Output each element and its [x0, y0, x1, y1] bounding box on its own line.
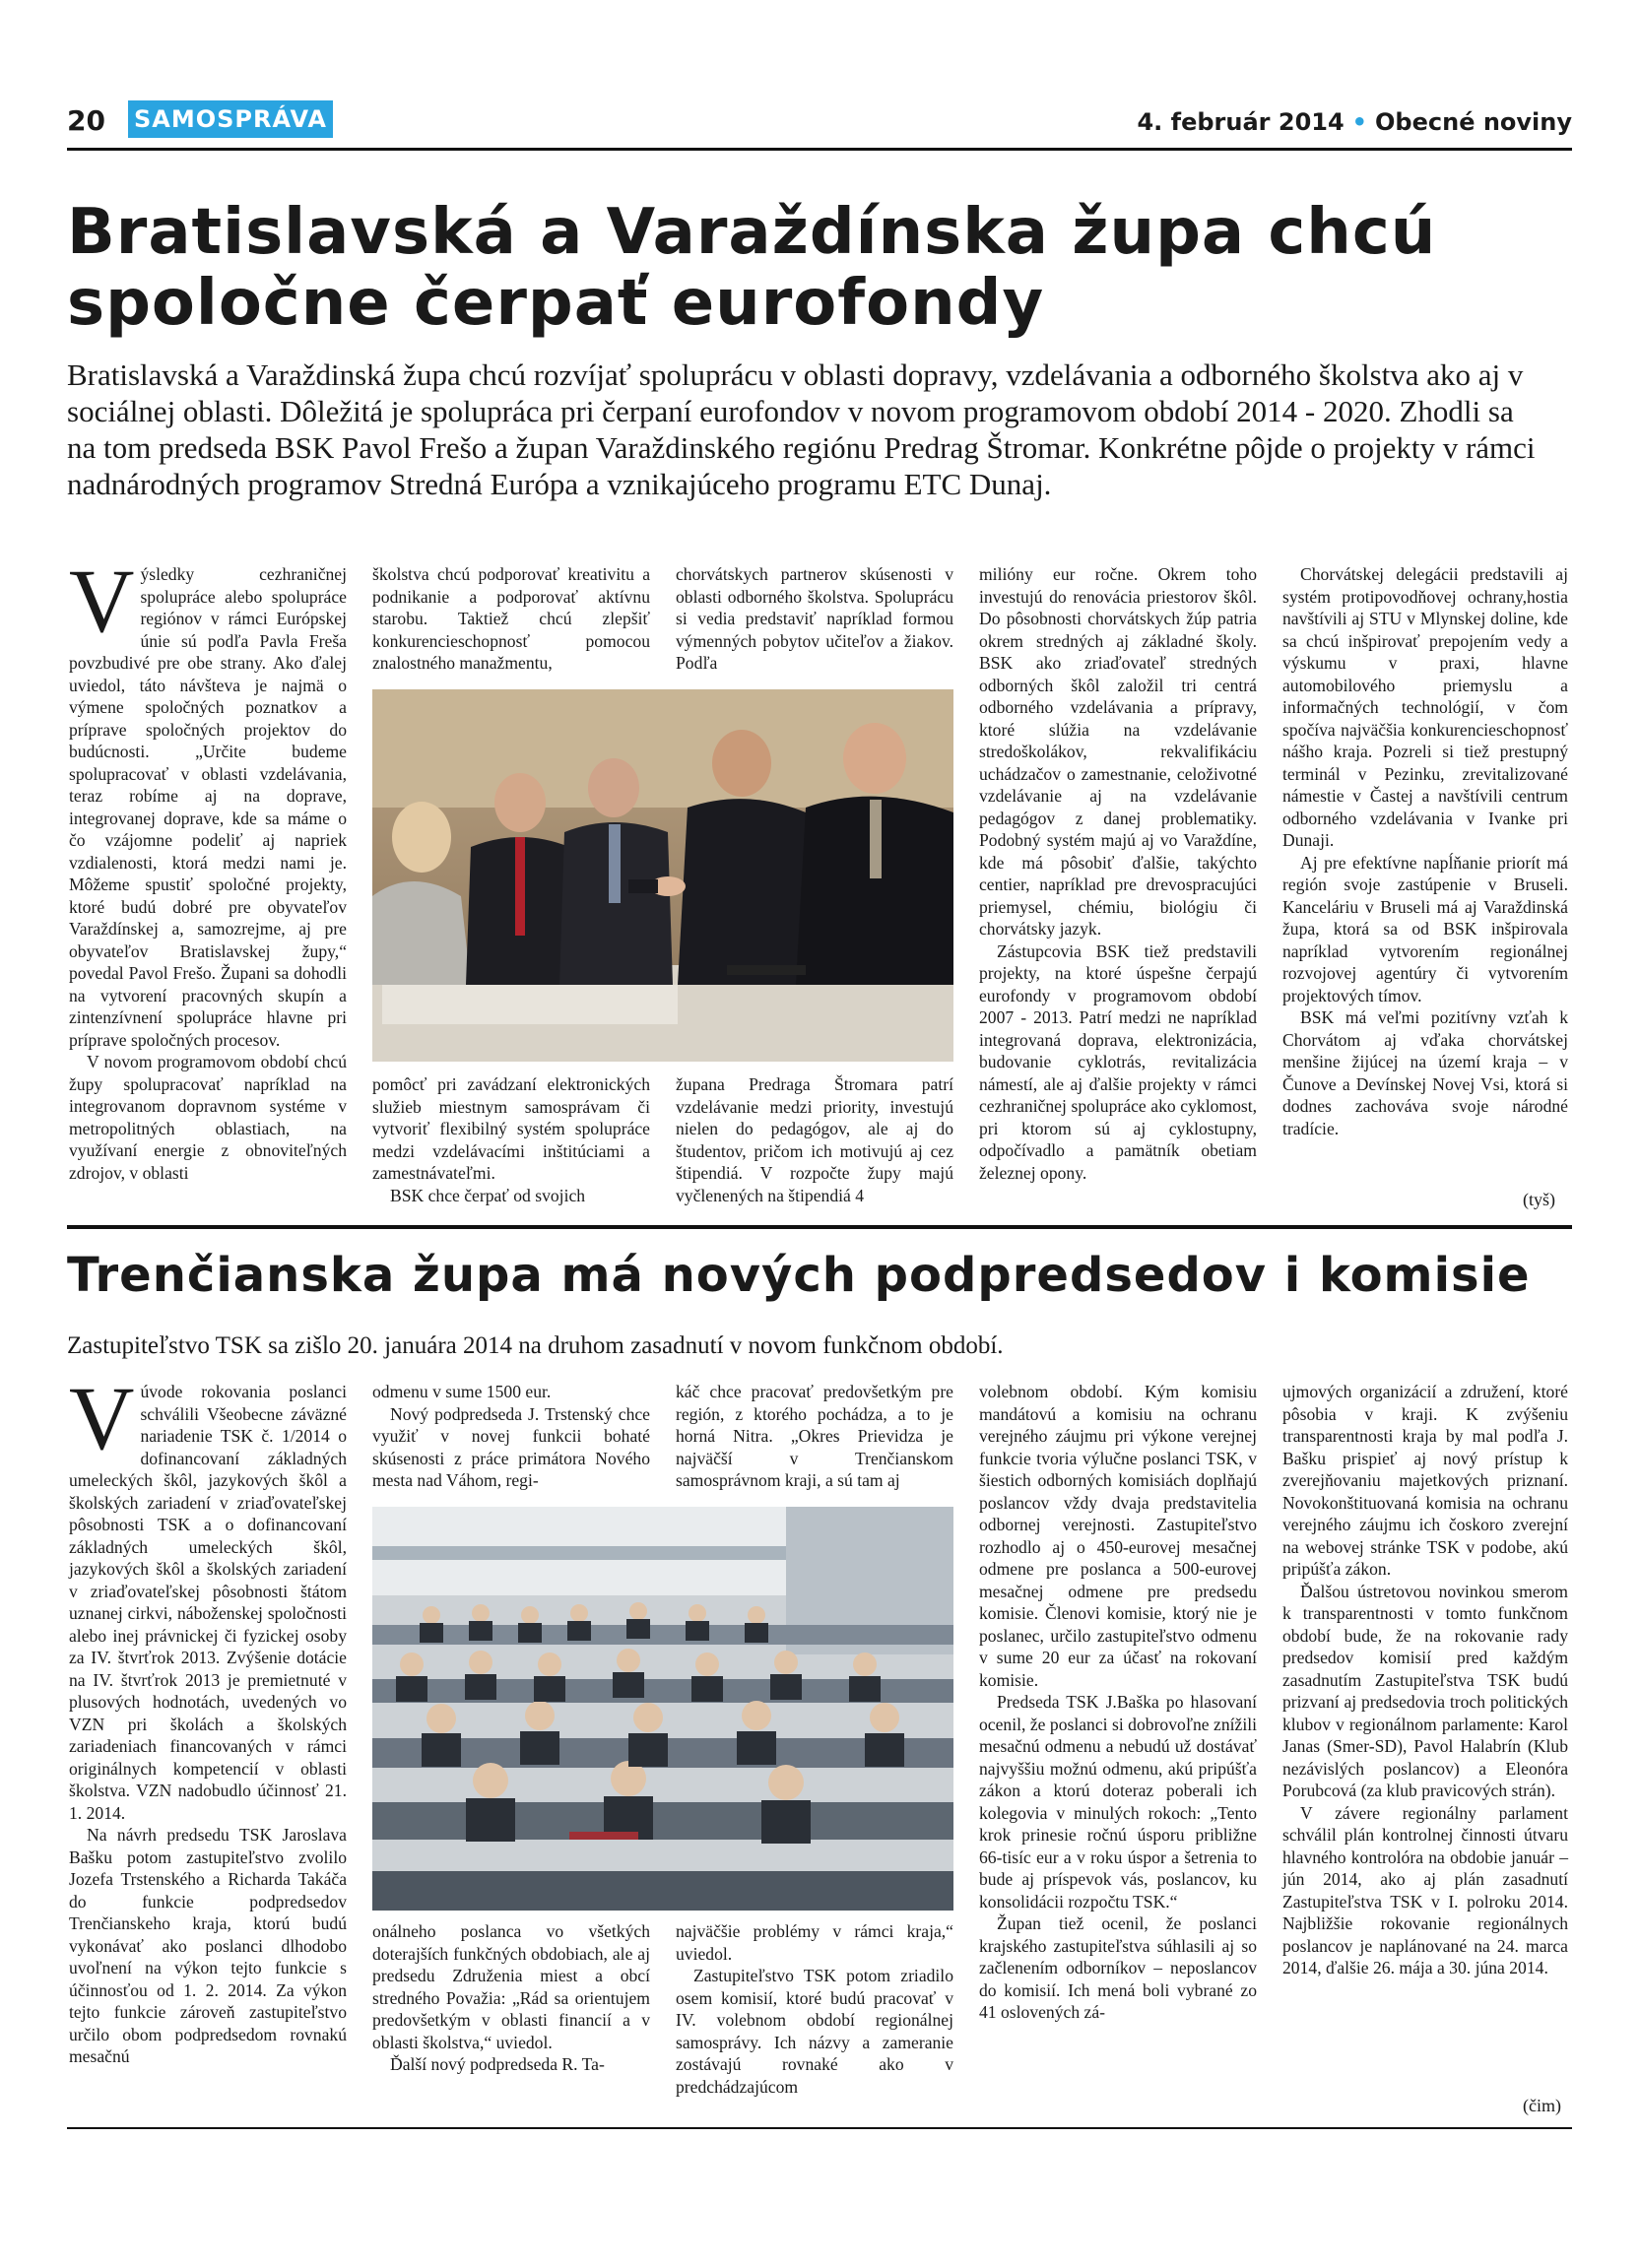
paragraph: milióny eur ročne. Okrem toho investujú do renovácia priestorov škôl. Do pôsobnosti chorvátskych žúp patria okrem stredných aj základné školy. BSK ako zriaďovateľ stredných odborných škôl založil tri centrá odborného vzdelávania a prípravy, ktoré slúžia na vzdelávanie stredoškolákov, rekvalifikáciu uchádzačov o zamestnanie, celoživotné vzdelávanie aj na vzdelávanie pedagógov z danej problematiky. Podobný systém majú aj vo Varaždíne, kde má pôsobiť ďalšie, takýchto centier, napríklad pre drevospracujúci priemysel, chémiu, biológiu či chorvátsky jazyk. — [979, 564, 1257, 939]
issue-info — [1137, 108, 1572, 136]
paragraph: Zastupiteľstvo TSK potom zriadilo osem komisií, ktoré budú pracovať v IV. volebnom období regionálnej samosprávy. Ich názvy a zameranie zostávajú rovnaké ako v predchádzajúcom — [676, 1966, 953, 2097]
issue-date: 4. február 2014 — [1137, 108, 1345, 136]
article2-title: Trenčianska župa má nových podpredsedov i komisie — [67, 1248, 1531, 1303]
paragraph: BSK má veľmi pozitívny vzťah k Chorvátom aj vďaka chorvátskej menšine žijúcej na území kraja – v Čunove a Devínskej Novej Vsi, ktorá si dodnes zachováva svoje národné tradície. — [1282, 1007, 1568, 1138]
paragraph: V závere regionálny parlament schválil plán kontrolnej činnosti útvaru hlavného kontrolóra na obdobie január – jún 2014, ako aj plán zasadnutí Zastupiteľstva TSK v I. polroku 2014. Najbližšie rokovanie regionálnych poslancov je naplánované na 24. marca 2014, ďalšie 26. mája a 30. júna 2014. — [1282, 1802, 1568, 1977]
article1-lead: Bratislavská a Varaždinská župa chcú rozvíjať spoluprácu v oblasti dopravy, vzdelávania a odborného školstva ako aj v sociálnej oblasti. Dôležitá je spolupráca pri čerpaní eurofondov v novom programovom období 2014 - 2020. Zhodli sa na tom predseda BSK Pavol Frešo a župan Varaždinského regiónu Predrag Štromar. Konkrétne pôjde o projekty v rámci nadnárodných programov Stredná Európa a vznikajúceho programu ETC Dunaj. — [67, 357, 1536, 501]
paragraph: Zástupcovia BSK tiež predstavili projekty, na ktoré úspešne čerpajú eurofondy v programovom období 2007 - 2013. Patrí medzi ne napríklad integrovaná doprava, elektronizácia, budovanie cyklotrás, revitalizácia námestí, ale aj ďalšie projekty v rámci cezhraničnej spolupráce ako cyklomost, pri ktorom sú aj cyklostupny, odpočívadlo a pamätník obetiam železnej opony. — [979, 940, 1257, 1183]
article1-title-line2: spoločne čerpať eurofondy — [67, 267, 1045, 340]
header-rule — [67, 148, 1572, 151]
article-divider — [67, 1225, 1572, 1229]
article1-column-2-bottom — [372, 1073, 650, 1206]
paragraph: onálneho poslanca vo všetkých doterajších funkčných obdobiach, ale aj predsedu Združenia miest a obcí stredného Považia: „Rád sa orientujem predovšetkým v oblasti financií a v oblasti školstva,“ uviedol. — [372, 1921, 650, 2052]
article2-column-5 — [1282, 1381, 1568, 1979]
article1-title-line1: Bratislavská a Varaždínska župa chcú — [67, 196, 1437, 269]
paragraph: Ďalšou ústretovou novinkou smerom k transparentnosti v tomto funkčnom období bude, že na rokovanie rady predsedov komisií pred každým zasadnutím Zastupiteľstva TSK budú prizvaní aj predsedovia troch politických klubov v regionálnom parlamente: Karol Janas (Smer-SD), Pavol Halabrín (Klub nezávislých poslancov) a Eleonóra Porubcová (za klub pravicových strán). — [1282, 1581, 1568, 1800]
paragraph: volebnom období. Kým komisiu mandátovú a komisiu na ochranu verejného záujmu pri výkone verejnej funkcie tvoria výlučne poslanci TSK, v šiestich odborných komisiách doplňajú poslancov vždy dvaja predstavitelia odbornej verejnosti. Zastupiteľstvo rozhodlo aj o 450-eurovej mesačnej odmene pre poslanca a 500-eurovej mesačnej odmene pre predsedu komisie. Členovi komisie, ktorý nie je poslanec, určilo zastupiteľstvo odmenu v sume 20 eur za účasť na rokovaní komisie. — [979, 1382, 1257, 1690]
paragraph: chorvátskych partnerov skúsenosti v oblasti odborného školstva. Spoluprácu si vedia predstaviť napríklad formou výmenných pobytov učiteľov a žiakov. Podľa — [676, 564, 953, 673]
article1-column-1 — [69, 551, 347, 1184]
article1-column-3-top — [676, 563, 953, 675]
page-header — [67, 98, 1572, 138]
paragraph: BSK chce čerpať od svojich — [390, 1185, 586, 1205]
drop-cap: V — [69, 551, 135, 651]
article2-credit: (čim) — [1523, 2096, 1561, 2115]
article2-column-4 — [979, 1381, 1257, 2024]
article1-title — [67, 197, 1572, 339]
article2-column-2-top — [372, 1381, 650, 1492]
footer-rule — [67, 2127, 1572, 2129]
article1-column-4 — [979, 563, 1257, 1184]
paragraph: V novom programovom období chcú župy spolupracovať napríklad na integrovanom dopravnom systéme v metropolitných oblastiach, na využívaní energie z obnoviteľných zdrojov, v oblasti — [69, 1052, 347, 1183]
handshake-photo-image — [372, 689, 953, 1062]
separator-dot: • — [1351, 108, 1368, 136]
article1-column-5 — [1282, 563, 1568, 1139]
article2-column-3-top — [676, 1381, 953, 1492]
article1-photo — [372, 689, 953, 1062]
drop-cap: V — [69, 1368, 135, 1468]
article2-lead: Zastupiteľstvo TSK sa zišlo 20. januára 2014 na druhom zasadnutí v novom funkčnom období. — [67, 1332, 1004, 1359]
paragraph: odmenu v sume 1500 eur. — [372, 1382, 552, 1401]
paragraph: Aj pre efektívne napĺňanie priorít má región svoje zastúpenie v Bruseli. Kanceláriu v Bruseli má aj Varaždinská župa, ktorá sa od BSK inšpirovala napríklad vytvorením regionálnej rozvojovej agentúry či vytvorením projektových tímov. — [1282, 852, 1568, 1005]
paragraph: ujmových organizácií a združení, ktoré pôsobia v kraji. K zvýšeniu transparentnosti kraja by mal podľa J. Bašku prispieť aj nový prístup k zverejňovaniu majetkových priznaní. Novokonštituovaná komisia na ochranu verejného záujmu ich čoskoro zverejní na webovej stránke TSK v podobe, akú pripúšťa zákon. — [1282, 1382, 1568, 1579]
article2-column-1 — [69, 1368, 347, 2068]
publication-name: Obecné noviny — [1375, 108, 1572, 136]
paragraph: župana Predraga Štromara patrí vzdelávanie medzi priority, investujú nielen do pedagógov, ale aj do študentov, pričom ich motivujú aj cez štipendiá. V rozpočte župy majú vyčlenených na štipendiá 4 — [676, 1074, 953, 1205]
paragraph: Nový podpredseda J. Trstenský chce využiť v novej funkcii bohaté skúsenosti z práce primátora Nového mesta nad Váhom, regi- — [372, 1403, 650, 1490]
paragraph: Predseda TSK J.Baška po hlasovaní ocenil, že poslanci si dobrovoľne znížili mesačnú odmenu a nebudú už dostávať najvyššiu možnú odmenu, akú pripúšťa zákon a ktorú doteraz poberali ich kolegovia v minulých rokoch: „Tento krok prinesie ročnú úsporu približne 66-tisíc eur a v roku úspor a šetrenia to bude aj príspevok vás, poslancov, ku konsolidácii rozpočtu TSK.“ — [979, 1692, 1257, 1912]
article1-credit: (tyš) — [1523, 1190, 1555, 1209]
paragraph: káč chce pracovať predovšetkým pre región, z ktorého pochádza, a to je horná Nitra. „Okres Prievidza je najväčší v Trenčianskom samosprávnom kraji, a sú tam aj — [676, 1382, 953, 1490]
paragraph: ýsledky cezhraničnej spolupráce alebo spolupráce regiónov v rámci Európskej únie sú podľa Pavla Freša povzbudivé pre obe strany. Ako ďalej uviedol, táto návšteva je najmä o výmene spoločných poznatkov a príprave spoločných projektov do budúcnosti. „Určite budeme spolupracovať v oblasti vzdelávania, teraz robíme aj na doprave, integrovanej doprave, kde sa máme o čo vzájomne podeliť aj napriek vzdialenosti, ktorá medzi nami je. Môžeme spustiť spoločné projekty, ktoré budú dobré pre obyvateľov Varaždínskej a, samozrejme, aj pre obyvateľov Bratislavskej župy,“ povedal Pavol Frešo. Župani sa dohodli na vytvorení pracovných skupín a zintenzívnení spolupráce hlavne pri príprave spoločných procesov. — [69, 564, 347, 1050]
paragraph: Župan tiež ocenil, že poslanci krajského zastupiteľstva súhlasili aj so začlenením odborníkov – neposlancov do komisií. Ich mená boli vybrané zo 41 oslovených zá- — [979, 1913, 1257, 2022]
article1-column-3-bottom — [676, 1073, 953, 1206]
paragraph: najväčšie problémy v rámci kraja,“ uviedol. — [676, 1921, 953, 1964]
article2-column-3-bottom — [676, 1920, 953, 2098]
article1-column-2-top — [372, 563, 650, 675]
section-label: SAMOSPRÁVA — [128, 100, 333, 138]
paragraph: Chorvátskej delegácii predstavili aj systém protipovodňovej ochrany,hostia navštívili aj STU v Mlynskej doline, kde sa chcú inšpirovať prepojením vedy a výskumu v praxi, hlavne automobilového priemyslu a informačných technológií, v čom spočíva najväčšia konkurencieschopnosť nášho kraja. Pozreli si tiež prestupný terminál v Pezinku, zrevitalizované námestie v Častej a navštívili centrum odborného vzdelávania v Ivanke pri Dunaji. — [1282, 564, 1568, 850]
page-number: 20 — [67, 104, 105, 137]
paragraph: pomôcť pri zavádzaní elektronických služieb miestnym samosprávam či vytvoriť flexibilný systém spolupráce medzi vzdelávacími inštitúciami a zamestnávateľmi. — [372, 1074, 650, 1183]
article2-column-2-bottom — [372, 1920, 650, 2076]
article2-photo — [372, 1507, 953, 1911]
paragraph: úvode rokovania poslanci schválili Všeobecne záväzné nariadenie TSK č. 1/2014 o dofinancovaní základných umeleckých škôl, jazykových škôl a školských zariadení v zriaďovateľskej pôsobnosti TSK a o dofinancovaní základných umeleckých škôl, jazykových škôl a školských zariadení v zriaďovateľskej pôsobnosti štátom uznanej cirkvi, náboženskej spoločnosti alebo inej právnickej či fyzickej osoby za IV. štvrťrok 2013. Zvýšenie dotácie na IV. štvrťrok 2013 je premietnuté v plusových hodnotách, uvedených vo VZN pri školách a školských zariadeniach financovaných v rámci originálnych kompetencií v oblasti školstva. VZN nadobudlo účinnosť 21. 1. 2014. — [69, 1382, 347, 1823]
paragraph: Ďalší nový podpredseda R. Ta- — [390, 2054, 605, 2074]
paragraph: Na návrh predsedu TSK Jaroslava Bašku potom zastupiteľstvo zvolilo Jozefa Trstenského a Richarda Takáča do funkcie podpredsedov Trenčianskeho kraja, ktorú budú vykonávať ako poslanci dlhodobo uvoľnení na výkon tejto funkcie s účinnosťou od 1. 2. 2014. Za výkon tejto funkcie zároveň zastupiteľstvo určilo obom podpredsedom rovnakú mesačnú — [69, 1825, 347, 2066]
paragraph: školstva chcú podporovať kreativitu a podnikanie a podporovať aktívnu starobu. Taktiež chcú zlepšiť konkurencieschopnosť pomocou znalostného manažmentu, — [372, 564, 650, 673]
council-session-photo-image — [372, 1507, 953, 1911]
